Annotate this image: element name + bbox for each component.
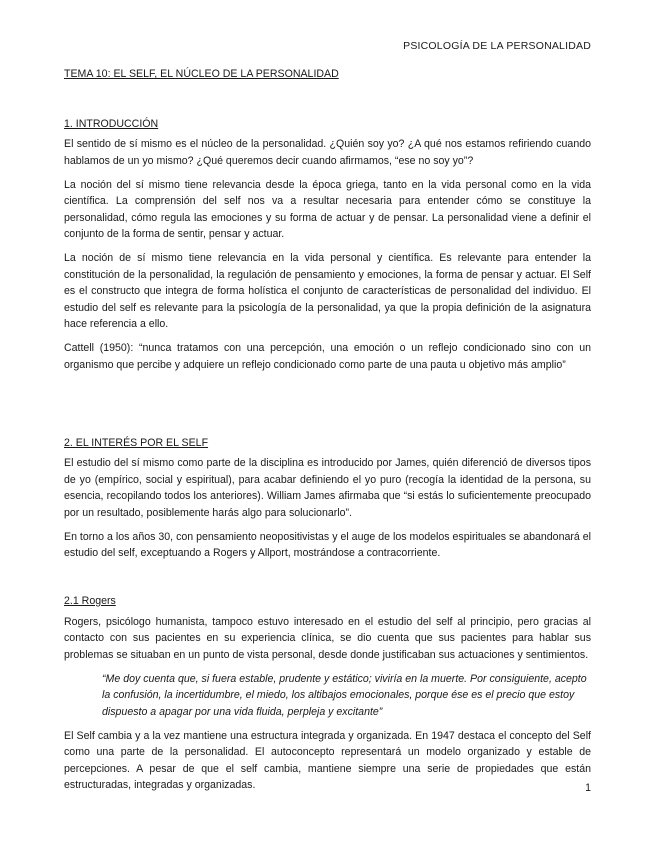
paragraph: El sentido de sí mismo es el núcleo de la personalidad. ¿Quién soy yo? ¿A qué nos estamos refiriendo cuando hablamos de un yo mismo? ¿Qué queremos decir cuando afirmamos, “ese no soy yo”? xyxy=(64,138,591,167)
section-heading-interest: 2. EL INTERÉS POR EL SELF xyxy=(64,436,209,449)
section-spacer xyxy=(64,569,591,593)
paragraph: Rogers, psicólogo humanista, tampoco estuvo interesado en el estudio del self al principio, pero gracias al contacto con sus pacientes en su experiencia clínica, se dio cuenta que sus pacientes para hablar sus problemas se situaban en un punto de vista personal, desde donde justificaban sus actuaciones y sentimientos. xyxy=(64,615,591,661)
paragraph: El Self cambia y a la vez mantiene una estructura integrada y organizada. En 1947 destaca el concepto del Self como una parte de la personalidad. El autoconcepto representará un modelo organizado y estable de percepciones. A pesar de que el self cambia, mantiene siempre una serie de propiedades que están estructuradas, integradas y organizadas. xyxy=(64,729,591,791)
paragraph: La noción del sí mismo tiene relevancia desde la época griega, tanto en la vida personal como en la vida científica. La comprensión del self nos va a resultar necesaria para entender cómo se constituye la personalidad, cómo regula las emociones y su forma de actuar y de pensar. La personalidad viene a definir el conjunto de la forma de sentir, pensar y actuar. xyxy=(64,178,591,240)
paragraph: La noción de sí mismo tiene relevancia en la vida personal y científica. Es relevante para entender la constitución de la personalidad, la regulación de pensamiento y emociones, la forma de pensar y actuar. El Self es el constructo que integra de forma holística el conjunto de características de personalidad del individuo. El estudio del self es relevante para la psicología de la personalidad, ya que la propia definición de la asignatura hace referencia a ello. xyxy=(64,252,591,330)
paragraph: El estudio del sí mismo como parte de la disciplina es introducido por James, quién diferenció de diversos tipos de yo (empírico, social y espiritual), para acabar definiendo el yo puro (recogía la identidad de la persona, su esencia, recopilando todos los anteriores). William James afirmaba que “si estás lo suficientemente preocupado por un resultado, posiblemente harás algo para solucionarlo”. xyxy=(64,457,591,519)
running-header: PSICOLOGÍA DE LA PERSONALIDAD xyxy=(403,40,591,52)
subsection-heading-rogers: 2.1 Rogers xyxy=(64,595,116,607)
subsection-rogers xyxy=(64,593,591,794)
section-spacer xyxy=(64,381,591,435)
page-content xyxy=(64,66,591,801)
section-introduction xyxy=(64,116,591,374)
rogers-quote: “Me doy cuenta que, si fuera estable, prudente y estático; viviría en la muerte. Por consiguiente, acepto la confusión, la incertidumbre, el miedo, los altibajos emocionales, porque ése es el precio que estoy dispuesto a apagar por una vida fluida, perpleja y excitante” xyxy=(102,672,587,718)
section-interest-self xyxy=(64,435,591,562)
page-number: 1 xyxy=(585,782,591,794)
paragraph: En torno a los años 30, con pensamiento neopositivistas y el auge de los modelos espirituales se abandonará el estudio del self, exceptuando a Rogers y Allport, mostrándose a contracorriente. xyxy=(64,530,591,559)
document-title: TEMA 10: EL SELF, EL NÚCLEO DE LA PERSONALIDAD xyxy=(64,68,339,80)
cattell-citation: Cattell (1950): “nunca tratamos con una percepción, una emoción o un reflejo condicionado sino con un organismo que percibe y adquiere un reflejo condicionado como parte de una pauta u objetivo más amplio” xyxy=(64,342,591,371)
section-heading-introduction: 1. INTRODUCCIÓN xyxy=(64,117,159,130)
